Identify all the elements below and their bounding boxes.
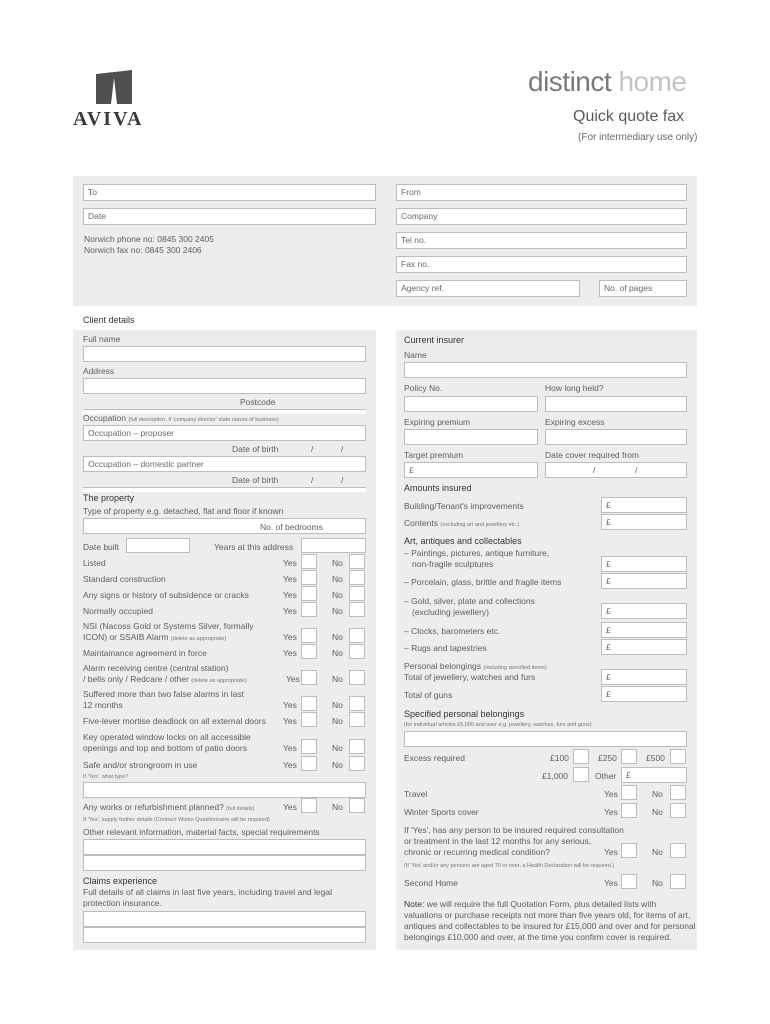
dob-proposer-label: Date of birth: [232, 444, 279, 454]
no-label: No: [332, 700, 343, 710]
yes-label: Yes: [283, 606, 297, 616]
target-label: Target premium: [404, 450, 464, 460]
safe-note: If 'Yes', what type?: [83, 774, 129, 780]
no-label: No: [332, 574, 343, 584]
company-field[interactable]: Company: [396, 208, 687, 225]
works-note: (full details): [226, 806, 255, 812]
listed-label: Listed: [83, 558, 106, 568]
title-distinct: distinct: [528, 66, 612, 97]
keylock-label-2: openings and top and bottom of patio doors: [83, 743, 247, 753]
dob-line: [83, 487, 366, 492]
exp-premium-input[interactable]: [404, 429, 538, 445]
deadlock-no-checkbox[interactable]: [349, 712, 365, 727]
insurer-name-label: Name: [404, 350, 427, 360]
standard-label: Standard construction: [83, 574, 166, 584]
no-label: No: [652, 878, 663, 888]
yes-label: Yes: [283, 558, 297, 568]
works-text: Any works or refurbishment planned?: [83, 802, 224, 812]
norwich-phone: Norwich phone no: 0845 300 2405: [84, 234, 214, 244]
property-type-label: Type of property e.g. detached, flat and floor if known: [83, 506, 284, 516]
guns-input[interactable]: £: [601, 686, 687, 702]
years-label: Years at this address: [214, 542, 294, 552]
art-heading: Art, antiques and collectables: [404, 536, 522, 546]
dob-slash-3: /: [311, 475, 314, 485]
medical-label-3: chronic or recurring medical condition?: [404, 847, 550, 857]
subsidence-no-checkbox[interactable]: [349, 586, 365, 601]
yes-label: Yes: [604, 847, 618, 857]
fax-no-field[interactable]: Fax no.: [396, 256, 687, 273]
winter-yes-checkbox[interactable]: [621, 803, 637, 818]
medical-label-2: or treatment in the last 12 months for any serious,: [404, 836, 592, 846]
arc-label-2: [83, 674, 247, 686]
occupation-text: Occupation: [83, 413, 126, 423]
client-details-heading: Client details: [83, 315, 135, 325]
excess-other-input[interactable]: £: [621, 767, 687, 783]
deadlock-label: Five-lever mortise deadlock on all external doors: [83, 716, 266, 726]
maint-yes-checkbox[interactable]: [301, 644, 317, 659]
travel-yes-checkbox[interactable]: [621, 785, 637, 800]
note-line-4: belongings £10,000 and over, at the time you confirm cover is required.: [404, 932, 672, 942]
to-field[interactable]: To: [83, 184, 376, 201]
arc-text: / bells only / Redcare / other: [83, 674, 189, 684]
yes-label: Yes: [283, 648, 297, 658]
amounts-heading: Amounts insured: [404, 483, 472, 493]
date-built-input[interactable]: [126, 538, 190, 553]
agency-ref-field[interactable]: Agency ref.: [396, 280, 580, 297]
travel-no-checkbox[interactable]: [670, 785, 686, 800]
yes-label: Yes: [283, 760, 297, 770]
current-insurer-heading: Current insurer: [404, 335, 465, 345]
address-input[interactable]: [83, 378, 366, 394]
keylock-no-checkbox[interactable]: [349, 739, 365, 754]
bedrooms-label: No. of bedrooms: [260, 522, 323, 532]
dob-slash-2: /: [341, 444, 344, 454]
date-field[interactable]: Date: [83, 208, 376, 225]
false-alarm-no-checkbox[interactable]: [349, 696, 365, 711]
occupation-partner-input[interactable]: Occupation – domestic partner: [83, 456, 366, 472]
second-home-no-checkbox[interactable]: [670, 874, 686, 889]
clocks-label: – Clocks, barometers etc.: [404, 626, 501, 636]
rugs-label: – Rugs and tapestries: [404, 643, 487, 653]
excess-1000-checkbox[interactable]: [573, 767, 589, 782]
yes-label: Yes: [604, 807, 618, 817]
aviva-logo-text: AVIVA: [73, 108, 144, 130]
occupied-no-checkbox[interactable]: [349, 602, 365, 617]
standard-yes-checkbox[interactable]: [301, 570, 317, 585]
dob-slash-1: /: [311, 444, 314, 454]
occupation-proposer-input[interactable]: Occupation – proposer: [83, 425, 366, 441]
false-alarm-yes-checkbox[interactable]: [301, 696, 317, 711]
works-label: [83, 802, 254, 814]
porcelain-label: – Porcelain, glass, brittle and fragile items: [404, 577, 562, 587]
subsidence-yes-checkbox[interactable]: [301, 586, 317, 601]
note-line-1: [404, 899, 656, 909]
nsi-label-2: [83, 632, 226, 644]
yes-label: Yes: [283, 700, 297, 710]
excess-250-label: £250: [598, 753, 617, 763]
aviva-logo-mark-icon: [96, 70, 132, 104]
keylock-yes-checkbox[interactable]: [301, 739, 317, 754]
specified-input[interactable]: [404, 731, 687, 747]
full-name-input[interactable]: [83, 346, 366, 362]
jewellery-label: Total of jewellery, watches and furs: [404, 672, 536, 682]
works-no-checkbox[interactable]: [349, 798, 365, 813]
art-input[interactable]: £: [601, 556, 687, 572]
date-built-label: Date built: [83, 542, 119, 552]
exp-excess-input[interactable]: [545, 429, 687, 445]
second-home-label: Second Home: [404, 878, 458, 888]
no-label: No: [332, 648, 343, 658]
specified-heading: Specified personal belongings: [404, 709, 525, 719]
years-input[interactable]: [301, 538, 366, 553]
gold-label-2: (excluding jewellery): [412, 607, 490, 617]
yes-label: Yes: [283, 632, 297, 642]
title-home: home: [618, 66, 687, 97]
no-label: No: [652, 789, 663, 799]
false-alarm-label-1: Suffered more than two false alarms in last: [83, 689, 244, 699]
held-label: How long held?: [545, 383, 604, 393]
claims-text-2: protection insurance.: [83, 898, 162, 908]
dob-slash-4: /: [341, 475, 344, 485]
policy-no-input[interactable]: [404, 396, 538, 412]
note-text-1: we will require the full Quotation Form, plus detailed lists with: [426, 899, 657, 909]
gold-label-1: – Gold, silver, plate and collections: [404, 596, 535, 606]
excess-100-label: £100: [550, 753, 569, 763]
norwich-fax: Norwich fax no: 0845 300 2406: [84, 245, 202, 255]
excess-label: Excess required: [404, 753, 465, 763]
winter-label: Winter Sports cover: [404, 807, 479, 817]
no-label: No: [332, 743, 343, 753]
jewellery-input[interactable]: £: [601, 669, 687, 685]
arc-note: (delete as appropriate): [191, 678, 247, 684]
contents-input[interactable]: £: [601, 514, 687, 530]
no-label: No: [652, 847, 663, 857]
maint-no-checkbox[interactable]: [349, 644, 365, 659]
works-yes-checkbox[interactable]: [301, 798, 317, 813]
travel-label: Travel: [404, 789, 428, 799]
no-label: No: [332, 802, 343, 812]
yes-label: Yes: [286, 674, 300, 684]
no-label: No: [332, 632, 343, 642]
property-heading: The property: [83, 493, 135, 503]
guns-label: Total of guns: [404, 690, 453, 700]
art-label-1: – Paintings, pictures, antique furniture,: [404, 548, 550, 558]
excess-500-checkbox[interactable]: [670, 749, 686, 764]
clocks-input[interactable]: £: [601, 622, 687, 638]
claims-input-1[interactable]: [83, 911, 366, 927]
rugs-input[interactable]: £: [601, 639, 687, 655]
occupied-yes-checkbox[interactable]: [301, 602, 317, 617]
address-label: Address: [83, 366, 115, 376]
personal-note: (including specified items): [483, 665, 547, 671]
contents-label: [404, 518, 519, 530]
yes-label: Yes: [283, 743, 297, 753]
occupied-label: Normally occupied: [83, 606, 153, 616]
nsi-note: (delete as appropriate): [170, 636, 227, 642]
subsidence-label: Any signs or history of subsidence or cracks: [83, 590, 249, 600]
subtitle: Quick quote fax: [573, 108, 685, 125]
occupation-note: (full description, if 'company director' state nature of business): [128, 417, 279, 423]
full-name-label: Full name: [83, 334, 121, 344]
false-alarm-label-2: 12 months: [83, 700, 123, 710]
intermediary-note: (For intermediary use only): [578, 132, 698, 143]
no-label: No: [332, 590, 343, 600]
other-info-input-1[interactable]: [83, 839, 366, 855]
medical-note: (If 'Yes' and/or any persons are aged 70 or over, a Health Declaration will be required.): [404, 863, 615, 869]
postcode-label: Postcode: [240, 397, 276, 407]
excess-100-checkbox[interactable]: [573, 749, 589, 764]
yes-label: Yes: [283, 590, 297, 600]
nsi-yes-checkbox[interactable]: [301, 628, 317, 643]
yes-label: Yes: [283, 716, 297, 726]
note-label: Note:: [404, 899, 425, 909]
no-label: No: [332, 606, 343, 616]
contents-note: (excluding art and jewellery etc.): [440, 522, 520, 528]
no-label: No: [332, 558, 343, 568]
yes-label: Yes: [283, 802, 297, 812]
yes-label: Yes: [283, 574, 297, 584]
excess-other-label: Other: [595, 771, 617, 781]
policy-no-label: Policy No.: [404, 383, 443, 393]
tel-field[interactable]: Tel no.: [396, 232, 687, 249]
medical-no-checkbox[interactable]: [670, 843, 686, 858]
safe-type-input[interactable]: [83, 782, 366, 798]
safe-label: Safe and/or strongroom in use: [83, 760, 198, 770]
target-input[interactable]: £: [404, 462, 538, 478]
claims-heading: Claims experience: [83, 876, 158, 886]
winter-no-checkbox[interactable]: [670, 803, 686, 818]
nsi-label-1: NSI (Nacoss Gold or Systems Silver, formally: [83, 621, 254, 631]
cover-slash-1: /: [593, 465, 596, 475]
no-label: No: [332, 760, 343, 770]
cover-slash-2: /: [635, 465, 638, 475]
claims-input-2[interactable]: [83, 927, 366, 943]
safe-no-checkbox[interactable]: [349, 756, 365, 771]
claims-text-1: Full details of all claims in last five years, including travel and legal: [83, 887, 332, 897]
safe-yes-checkbox[interactable]: [301, 756, 317, 771]
maint-label: Maintainance agreement in force: [83, 648, 207, 658]
other-info-input-2[interactable]: [83, 855, 366, 871]
medical-label-1: If 'Yes', has any person to be insured required consultation: [404, 825, 624, 835]
cover-from-input[interactable]: [545, 462, 687, 478]
second-home-yes-checkbox[interactable]: [621, 874, 637, 889]
excess-250-checkbox[interactable]: [621, 749, 637, 764]
pages-field[interactable]: No. of pages: [599, 280, 687, 297]
specified-note: (for individual articles £5,000 and over e.g. jewellery, watches, furs and guns): [404, 722, 592, 728]
contents-text: Contents: [404, 518, 439, 528]
arc-no-checkbox[interactable]: [349, 670, 365, 685]
exp-premium-label: Expiring premium: [404, 417, 471, 427]
no-label: No: [332, 716, 343, 726]
no-label: No: [332, 674, 343, 684]
yes-label: Yes: [604, 878, 618, 888]
yes-label: Yes: [604, 789, 618, 799]
keylock-label-1: Key operated window locks on all accessible: [83, 732, 251, 742]
insurer-name-input[interactable]: [404, 362, 687, 378]
listed-yes-checkbox[interactable]: [301, 554, 317, 569]
porcelain-input[interactable]: £: [601, 573, 687, 589]
listed-no-checkbox[interactable]: [349, 554, 365, 569]
occupation-label: [83, 413, 279, 425]
no-label: No: [652, 807, 663, 817]
exp-excess-label: Expiring excess: [545, 417, 605, 427]
note-line-3: antiques and collectables to be insured for £15,000 and over and for personal: [404, 921, 696, 931]
note-line-2: valuations or purchase receipts not more than five years old, for items of art,: [404, 910, 691, 920]
nsi-text: ICON) or SSAIB Alarm: [83, 632, 169, 642]
property-type-input[interactable]: [83, 518, 366, 534]
cover-from-label: Date cover required from: [545, 450, 640, 460]
held-input[interactable]: [545, 396, 687, 412]
personal-text: Personal belongings: [404, 661, 482, 671]
building-input[interactable]: £: [601, 497, 687, 513]
art-label-2: non-fragile sculptures: [412, 559, 494, 569]
from-field[interactable]: From: [396, 184, 687, 201]
other-info-label: Other relevant information, material facts, special requirements: [83, 827, 320, 837]
arc-label-1: Alarm receiving centre (central station): [83, 663, 229, 673]
works-note-2: If 'Yes', supply further details (Contract Works Questionnaire will be required): [83, 817, 270, 823]
building-label: Building/Tenant's improvements: [404, 501, 524, 511]
dob-partner-label: Date of birth: [232, 475, 279, 485]
deadlock-yes-checkbox[interactable]: [301, 712, 317, 727]
standard-no-checkbox[interactable]: [349, 570, 365, 585]
excess-500-label: £500: [646, 753, 665, 763]
arc-yes-checkbox[interactable]: [301, 670, 317, 685]
gold-input[interactable]: £: [601, 603, 687, 619]
medical-yes-checkbox[interactable]: [621, 843, 637, 858]
nsi-no-checkbox[interactable]: [349, 628, 365, 643]
page-title: [528, 66, 686, 98]
excess-1000-label: £1,000: [542, 771, 568, 781]
